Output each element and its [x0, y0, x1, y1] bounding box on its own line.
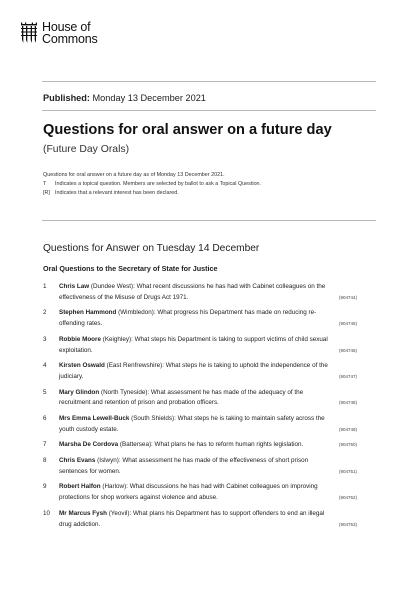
question-member: Robert Halfon — [59, 483, 101, 491]
question-ref: (904752) — [338, 495, 357, 501]
question-constituency: (Wimbledon): — [118, 309, 156, 317]
question-body — [59, 482, 329, 504]
question-member: Mr Marcus Fysh — [59, 509, 107, 517]
question-text: What progress his Department has made on reducing re-offending rates. — [59, 309, 317, 328]
key-row — [43, 180, 261, 189]
intro-line: Questions for oral answer on a future day as of Monday 13 December 2021. — [43, 172, 225, 178]
question-constituency: (East Renfrewshire): — [106, 362, 164, 370]
question-number: 5 — [43, 388, 47, 396]
question-body — [59, 509, 329, 531]
question-ref: (904744) — [338, 294, 357, 300]
question-item — [43, 414, 357, 436]
question-constituency: (Yeovil): — [108, 509, 132, 517]
key-symbol: T — [43, 181, 47, 187]
question-text: What recent discussions he has had with Cabinet colleagues on the effectiveness of the Misuse of Drugs Act 1971. — [59, 283, 326, 301]
question-constituency: (Keighley): — [102, 335, 133, 343]
question-item — [43, 308, 357, 330]
question-body — [59, 440, 329, 451]
question-constituency: (Islwyn): — [97, 456, 121, 464]
question-item — [43, 335, 357, 357]
published-date: Monday 13 December 2021 — [92, 93, 206, 103]
question-number: 1 — [43, 283, 47, 290]
question-text: What discussions he has had with Cabinet colleagues on improving protections for shop workers against violence and abuse. — [59, 483, 318, 502]
question-ref: (904746) — [338, 347, 357, 353]
question-number: 6 — [43, 414, 47, 422]
page-title: Questions for oral answer on a future day — [43, 122, 332, 138]
logo-line-2: Commons — [42, 32, 98, 46]
question-member: Kirsten Oswald — [59, 362, 105, 370]
question-member: Mary Glindon — [59, 388, 100, 396]
house-of-commons-logo — [20, 21, 98, 45]
question-member: Robbie Moore — [59, 335, 101, 343]
question-ref: (904750) — [338, 442, 357, 448]
question-member: Chris Law — [59, 283, 90, 290]
key-text: Indicates that a relevant interest has been declared. — [55, 190, 179, 196]
logo-wordmark — [42, 21, 98, 45]
question-number: 8 — [43, 456, 47, 464]
section-heading: Questions for Answer on Tuesday 14 December — [43, 243, 260, 254]
portcullis-icon — [20, 22, 38, 44]
question-text: What plans he has to reform human rights legislation. — [154, 441, 304, 449]
question-item — [43, 361, 357, 383]
question-text: What steps he is taking to uphold the independence of the judiciary. — [59, 362, 328, 380]
question-ref: (904747) — [338, 373, 357, 379]
question-constituency: (South Shields): — [131, 414, 176, 422]
question-number: 10 — [43, 509, 51, 517]
question-body — [59, 414, 329, 436]
question-body — [59, 361, 329, 383]
question-body — [59, 388, 329, 410]
question-item — [43, 388, 357, 410]
question-text: What steps he is taking to maintain safety across the youth custody estate. — [59, 414, 325, 433]
question-text: What assessment he has made of the effectiveness of short prison sentences for women. — [59, 456, 309, 475]
question-member: Chris Evans — [59, 456, 96, 464]
logo-line-1: House of — [42, 20, 91, 34]
question-constituency: (Harlow): — [102, 483, 128, 491]
question-text: What plans his Department has to support offenders to end an illegal drug addiction. — [59, 509, 325, 528]
question-ref: (904753) — [338, 521, 357, 527]
question-item — [43, 509, 357, 531]
question-number: 4 — [43, 362, 47, 370]
question-body — [59, 335, 329, 357]
key-text: Indicates a topical question. Members are selected by ballot to ask a Topical Question. — [55, 181, 262, 187]
divider — [42, 220, 376, 221]
question-constituency: (North Tyneside): — [100, 388, 150, 396]
question-ref: (904749) — [338, 426, 357, 432]
question-body — [59, 282, 329, 304]
intro-block — [43, 171, 261, 198]
question-item — [43, 482, 357, 504]
question-text: What assessment he has made of the adequacy of the recruitment and retention of prison and probation officers. — [59, 388, 304, 407]
page-subtitle: (Future Day Orals) — [43, 144, 130, 155]
question-item — [43, 440, 357, 451]
key-symbol: [R] — [43, 190, 50, 196]
question-number: 3 — [43, 335, 47, 343]
question-number: 2 — [43, 309, 47, 317]
question-ref: (904751) — [338, 468, 357, 474]
published-label: Published: — [43, 93, 90, 103]
question-constituency: (Dundee West): — [90, 283, 135, 290]
question-item — [43, 456, 357, 478]
question-member: Mrs Emma Lewell-Buck — [59, 414, 130, 422]
question-constituency: (Battersea): — [119, 441, 153, 449]
question-member: Marsha De Cordova — [59, 441, 119, 449]
question-item — [43, 282, 357, 304]
question-body — [59, 308, 329, 330]
key-row — [43, 189, 261, 198]
question-body — [59, 456, 329, 478]
question-number: 7 — [43, 441, 47, 449]
question-member: Stephen Hammond — [59, 309, 117, 317]
question-ref: (904745) — [338, 321, 357, 327]
question-number: 9 — [43, 483, 47, 491]
question-text: What steps his Department is taking to support victims of child sexual exploitation. — [59, 335, 328, 354]
divider — [42, 81, 376, 82]
question-list — [43, 282, 357, 535]
divider — [42, 110, 376, 111]
question-ref: (904748) — [338, 400, 357, 406]
subsection-heading: Oral Questions to the Secretary of State for Justice — [43, 264, 218, 273]
published-line — [43, 93, 206, 103]
